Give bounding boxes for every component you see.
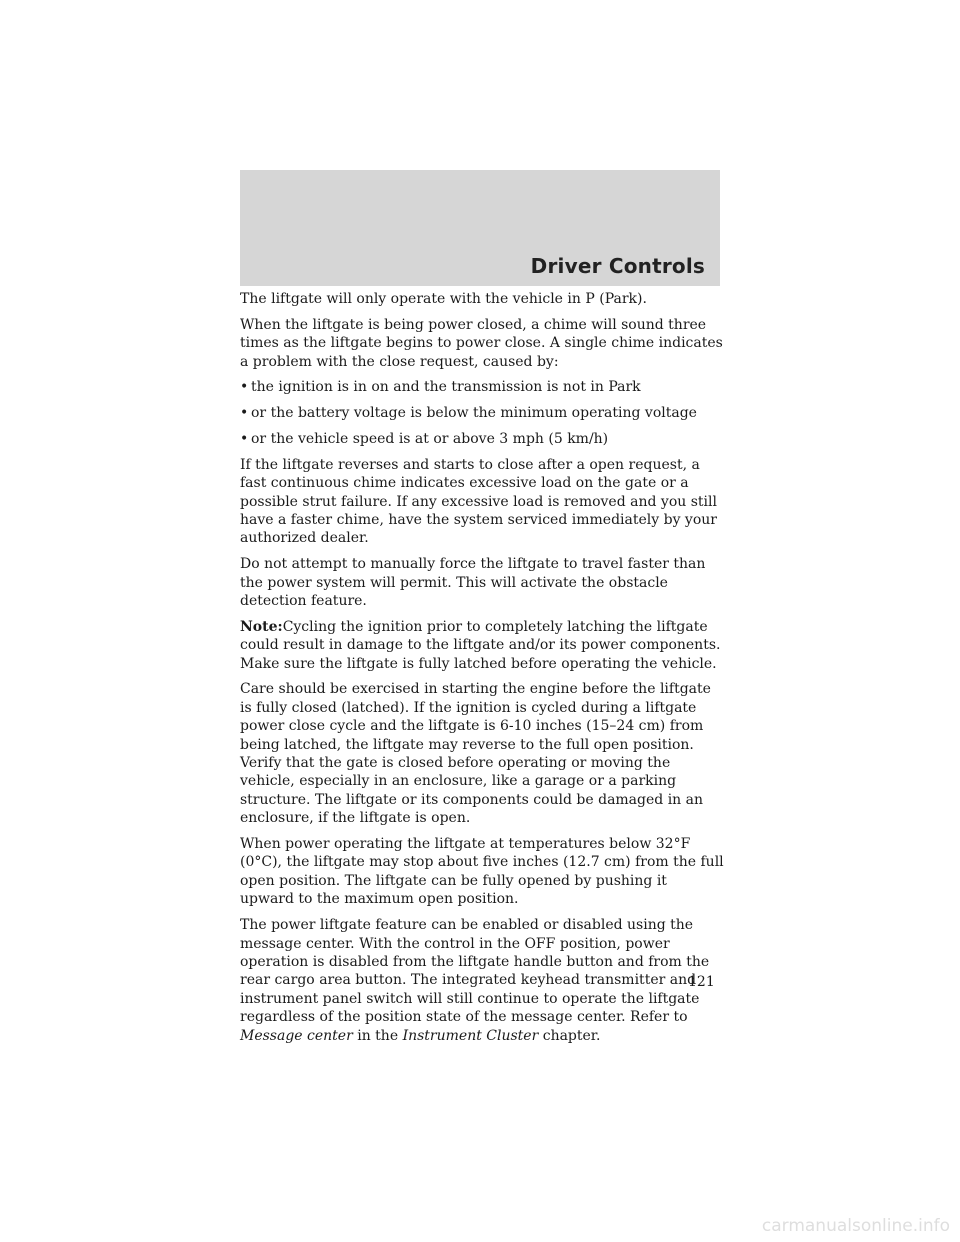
section-title: Driver Controls [530,254,705,278]
section-header-band [240,170,720,286]
site-watermark: carmanualsonline.info [761,1216,950,1236]
paragraph-low-temperature: When power operating the liftgate at temperatures below 32°F (0°C), the liftgate may stop about five inches (12.7 cm) from the full open position. The liftgate can be fully opened by pushing it upward to the maximum open position. [240,836,724,908]
paragraph-text: in the [352,1027,403,1044]
paragraph-reverse-chime: If the liftgate reverses and starts to close after a open request, a fast continuous chime indicates excessive load on the gate or a possible strut failure. If any excessive load is removed and you still have a faster chime, have the system serviced immediately by your authorized dealer. [240,456,717,547]
paragraph-text: chapter. [538,1027,601,1044]
note-paragraph [240,618,724,673]
bullet-dot-icon: • [240,379,249,396]
bullet-item [240,430,724,448]
reference-instrument-cluster: Instrument Cluster [402,1027,539,1044]
paragraph-park-requirement: The liftgate will only operate with the vehicle in P (Park). [240,291,647,307]
paragraph-engine-start-caution: Care should be exercised in starting the engine before the liftgate is fully closed (latched). If the ignition is cycled during a liftgate power close cycle and the liftgate is 6-10 inches (15–24 cm) from being latched, the liftgate may reverse to the full open position. Verify that the gate is closed before operating or moving the vehicle, especially in an enclosure, like a garage or a parking structure. The liftgate or its components could be damaged in an enclosure, if the liftgate is open. [240,681,711,827]
note-text: Cycling the ignition prior to completely latching the liftgate could result in damage to the liftgate and/or its power components. Make sure the liftgate is fully latched before operating the vehicle. [240,618,721,672]
bullet-text: or the vehicle speed is at or above 3 mph (5 km/h) [251,431,609,447]
bullet-dot-icon: • [240,405,249,422]
paragraph-manual-force: Do not attempt to manually force the liftgate to travel faster than the power system will permit. This will activate the obstacle detection feature. [240,556,706,610]
page-number: 121 [688,974,715,990]
paragraph-text: The power liftgate feature can be enabled or disabled using the message center. With the control in the OFF position, power operation is disabled from the liftgate handle button and from the rear cargo area button. The integrated keyhead transmitter and instrument panel switch will still continue to operate the liftgate regardless of the position state of the message center. Refer to [240,917,710,1026]
reference-message-center: Message center [240,1027,353,1044]
bullet-text: or the battery voltage is below the minimum operating voltage [251,405,697,422]
paragraph-power-close-chime: When the liftgate is being power closed, a chime will sound three times as the liftgate begins to power close. A single chime indicates a problem with the close request, caused by: [240,316,723,370]
bullet-text: the ignition is in on and the transmission is not in Park [251,379,641,396]
page-body [240,290,724,1052]
bullet-item [240,378,724,396]
note-label: Note: [240,618,283,635]
paragraph-enable-disable [240,916,724,1045]
bullet-item [240,404,724,422]
bullet-dot-icon: • [240,431,249,447]
